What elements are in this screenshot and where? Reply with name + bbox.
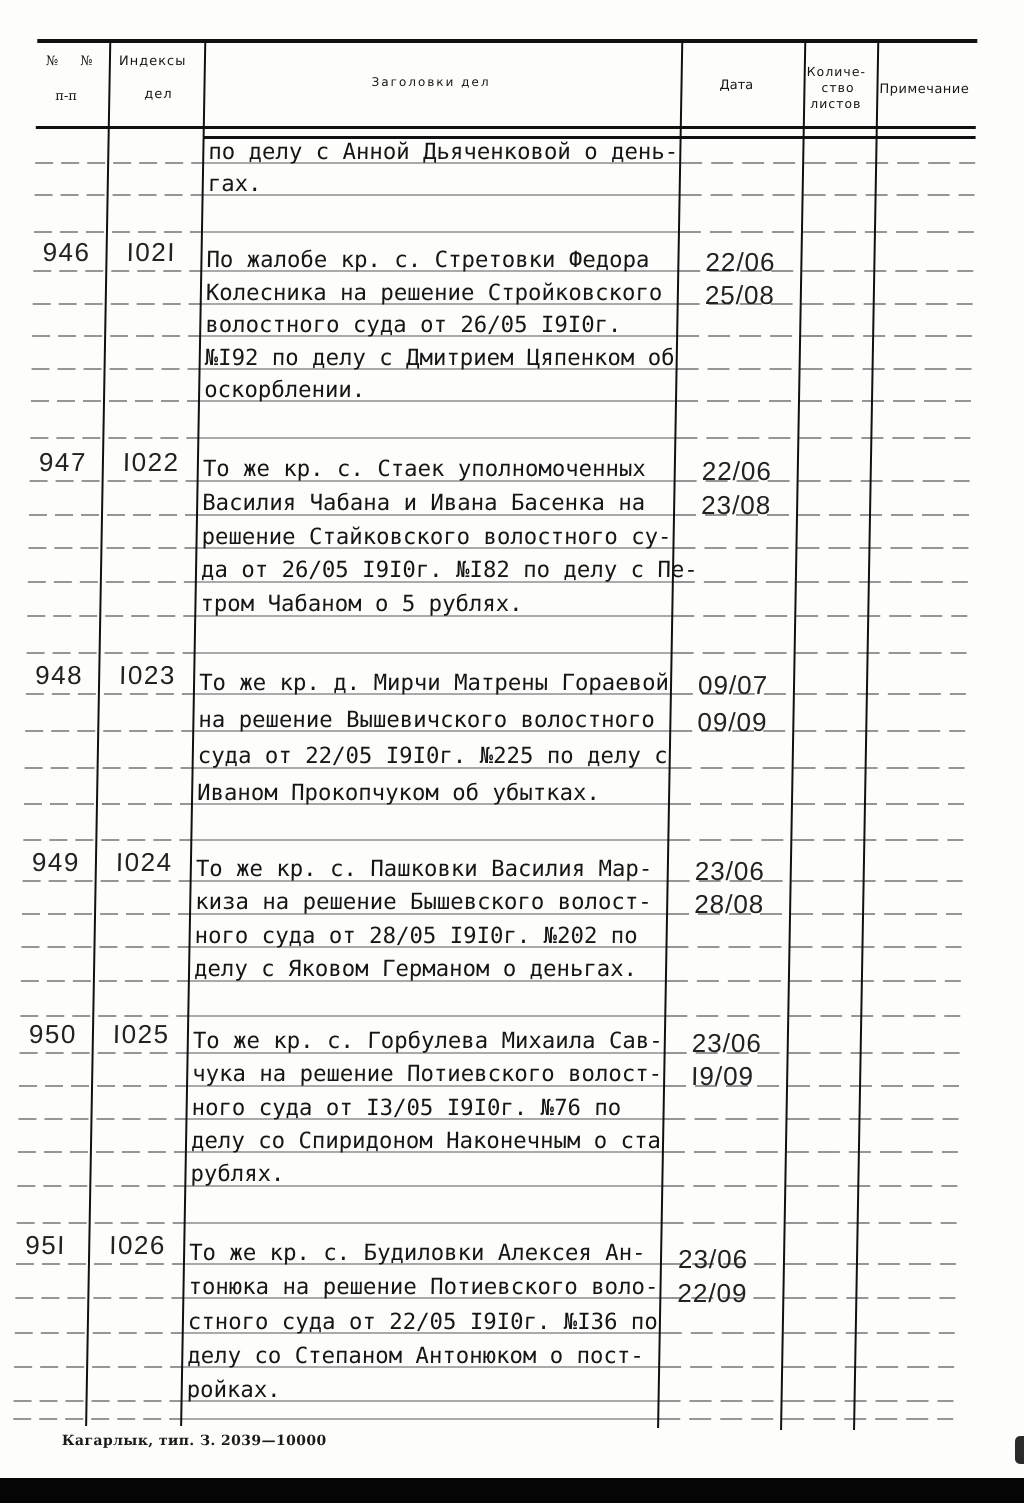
header-index-line2: дел bbox=[144, 87, 173, 102]
title-line: рублях. bbox=[190, 1161, 285, 1187]
title-line: да от 26/05 I9I0г. №I82 по делу с Пе- bbox=[200, 557, 698, 584]
title-line: То же кр. д. Мирчи Матрены Гораевой bbox=[198, 670, 670, 696]
title-line: делу с Яковом Германом о деньгах. bbox=[193, 955, 638, 982]
header-number-line2: п-п bbox=[55, 89, 78, 104]
entry-index: I022 bbox=[122, 446, 180, 477]
entry-title bbox=[194, 853, 653, 986]
title-line: волостного суда от 26/05 I9I0г. bbox=[205, 312, 622, 338]
entry-index: I02I bbox=[126, 237, 177, 268]
title-line: №I92 по делу с Дмитрием Цяпенком об bbox=[204, 344, 675, 371]
date-start: 23/06 bbox=[691, 1028, 763, 1058]
entry-dates bbox=[701, 455, 772, 523]
title-line: ного суда от 28/05 I9I0г. №202 по bbox=[194, 922, 638, 949]
date-end: 22/09 bbox=[677, 1278, 748, 1309]
header-bottom-rule bbox=[36, 126, 976, 129]
entry-dates bbox=[697, 667, 768, 740]
title-line: стного суда от 22/05 I9I0г. №I36 по bbox=[187, 1308, 659, 1335]
title-line: по делу с Анной Дьяченковой о день- bbox=[208, 139, 679, 165]
title-line: Колесника на решение Стройковского bbox=[205, 279, 663, 306]
header-sheets-line2: ство bbox=[821, 80, 855, 95]
title-line: Василия Чабана и Ивана Басенка на bbox=[201, 489, 646, 516]
column-divider-date-sheets bbox=[781, 40, 805, 1430]
title-line: гах. bbox=[207, 171, 262, 197]
title-line: Иваном Прокопчуком об убытках. bbox=[196, 780, 601, 807]
entry-title bbox=[186, 1236, 659, 1407]
title-line: делу со Степаном Антонюком о пост- bbox=[187, 1342, 644, 1369]
title-line: делу со Спиридоном Наконечным о ста bbox=[190, 1127, 662, 1154]
header-index-line1: Индексы bbox=[118, 54, 187, 69]
header-sheets-line1: Количе- bbox=[806, 64, 867, 79]
header-date: Дата bbox=[719, 78, 754, 93]
entry-index: I024 bbox=[115, 846, 173, 877]
entry-index: I023 bbox=[118, 660, 177, 691]
entry-number: 948 bbox=[34, 660, 84, 691]
title-line: решение Стайковского волостного су- bbox=[201, 523, 672, 550]
entry-number: 949 bbox=[31, 846, 81, 877]
entry-number: 947 bbox=[38, 446, 88, 477]
entry-index: I026 bbox=[109, 1230, 167, 1261]
printer-imprint: Кагарлык, тип. З. 2039—10000 bbox=[61, 1433, 327, 1449]
title-line: киза на решение Бышевского волост- bbox=[195, 889, 652, 916]
header-sheets-line3: листов bbox=[810, 96, 862, 111]
title-line: чука на решение Потиевского волост- bbox=[192, 1061, 663, 1088]
entry-dates bbox=[691, 1027, 762, 1094]
date-start: 23/06 bbox=[694, 856, 766, 886]
header-number-line1: № № bbox=[45, 54, 93, 69]
entry-number: 950 bbox=[28, 1018, 78, 1049]
title-line: на решение Вышевичского волостного bbox=[198, 706, 656, 733]
title-line: ройках. bbox=[186, 1377, 281, 1403]
entry-title bbox=[190, 1025, 663, 1191]
title-line: То же кр. с. Горбулева Михаила Сав- bbox=[192, 1028, 663, 1054]
date-start: 23/06 bbox=[677, 1244, 749, 1274]
title-line: тонюка на решение Потиевского воло- bbox=[188, 1274, 659, 1301]
entry-dates bbox=[705, 246, 776, 311]
title-line: То же кр. с. Пашковки Василия Мар- bbox=[195, 856, 653, 882]
entry-dates bbox=[677, 1242, 748, 1311]
date-end: I9/09 bbox=[690, 1061, 755, 1092]
date-end: 09/09 bbox=[697, 706, 768, 737]
title-line: тром Чабаном о 5 рублях. bbox=[200, 591, 523, 617]
entry-title bbox=[200, 453, 700, 622]
column-divider-sheets-note bbox=[854, 40, 878, 1430]
title-line: То же кр. с. Стаек уполномоченных bbox=[202, 456, 647, 482]
scan-edge-mark bbox=[1015, 1436, 1024, 1464]
title-line: оскорблении. bbox=[203, 377, 366, 403]
scan-border bbox=[0, 1478, 1024, 1503]
entry-number: 946 bbox=[42, 237, 91, 268]
title-line: ного суда от I3/05 I9I0г. №76 по bbox=[191, 1094, 622, 1121]
header-title: Заголовки дел bbox=[371, 75, 491, 89]
title-line: То же кр. с. Будиловки Алексея Ан- bbox=[188, 1240, 646, 1266]
date-end: 28/08 bbox=[693, 889, 765, 920]
entry-title bbox=[208, 136, 679, 200]
entry-index: I025 bbox=[112, 1018, 170, 1049]
entry-dates bbox=[694, 855, 765, 922]
entry-number: 95I bbox=[25, 1230, 67, 1261]
date-end: 25/08 bbox=[704, 279, 776, 310]
date-start: 22/06 bbox=[701, 456, 773, 486]
title-line: По жалобе кр. с. Стретовки Федора bbox=[206, 247, 650, 273]
entry-title bbox=[204, 244, 677, 407]
date-start: 22/06 bbox=[705, 247, 776, 277]
title-line: суда от 22/05 I9I0г. №225 по делу с bbox=[197, 743, 668, 770]
header-top-rule bbox=[37, 39, 977, 43]
entry-title bbox=[197, 665, 669, 812]
header-note: Примечание bbox=[879, 82, 970, 97]
date-start: 09/07 bbox=[697, 670, 769, 700]
date-end: 23/08 bbox=[700, 489, 772, 520]
